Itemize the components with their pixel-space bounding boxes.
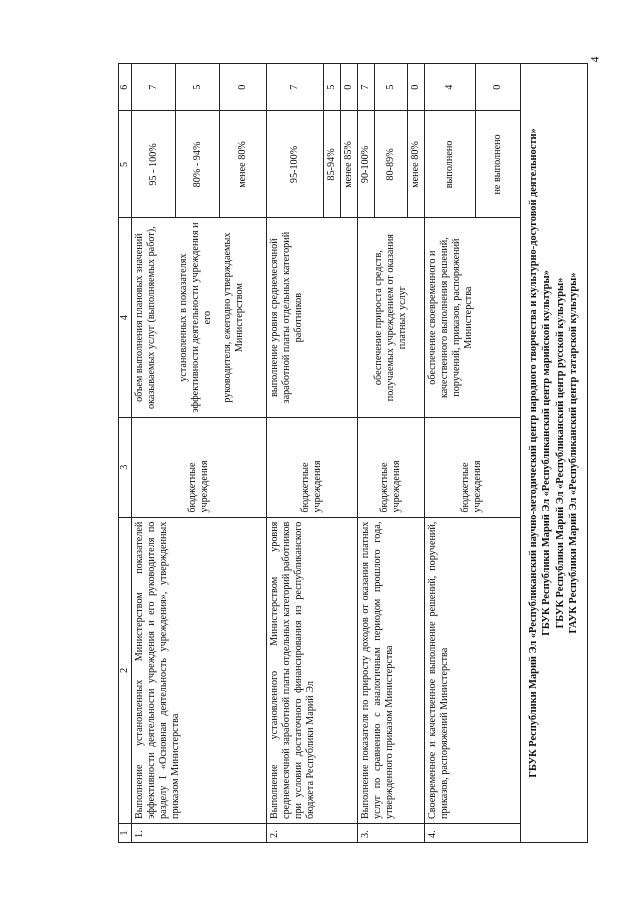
score-value: 5 — [374, 64, 407, 112]
range-value: 85-94% — [323, 111, 340, 218]
institution-name: ГБУК Республики Марий Эл «Республиканский центр марийской культуры» — [541, 270, 553, 636]
range-value: менее 80% — [407, 111, 424, 218]
rotated-document-page — [118, 63, 578, 843]
institution-type: бюджетные учреждения — [357, 417, 424, 517]
header-cell: 2 — [119, 517, 132, 823]
range-value: менее 80% — [220, 111, 267, 218]
page-number: 4 — [587, 56, 602, 63]
indicator-text: выполнение уровня среднемесячной заработной платы отдельных категорий работников — [266, 218, 357, 418]
criteria-table — [118, 63, 588, 843]
score-value: 0 — [475, 64, 520, 112]
indicator-text: обеспечение своевременного и качественного выполнения решений, поручений, приказов, распоряжений Министерства — [424, 218, 520, 418]
header-cell: 3 — [119, 417, 132, 517]
header-cell: 4 — [119, 218, 132, 418]
header-cell: 5 — [119, 111, 132, 218]
indicator-text: объем выполнения плановых значений оказываемых услуг (выполняемых работ), — [131, 218, 176, 418]
row-number: 1. — [131, 824, 266, 843]
institutions-cell — [520, 64, 587, 843]
indicator-text: руководителя, ежегодно утверждаемых Министерством — [220, 218, 267, 418]
indicator-text: обеспечение прироста средств, получаемых учреждением от оказания платных услуг — [357, 218, 424, 418]
score-value: 0 — [340, 64, 357, 112]
header-row — [119, 64, 132, 843]
table-row — [357, 64, 374, 843]
institution-name: ГАУК Республики Марий Эл «Республиканский центр татарской культуры» — [568, 272, 580, 634]
criterion-text: Выполнение установленного Министерством уровня среднемесячной заработной платы отдельных категорий работников при условии достаточного финансирования из республиканского бюджета Республики Марий Эл — [266, 517, 357, 823]
score-value: 7 — [357, 64, 374, 112]
criterion-text: Выполнение установленных Министерством показателей эффективности деятельности учреждения и его руководителя по разделу I «Основная деятельность учреждения», утвержденных приказом Министерства — [131, 517, 266, 823]
score-value: 4 — [424, 64, 475, 112]
score-value: 7 — [266, 64, 323, 112]
institutions-row — [520, 64, 587, 843]
header-cell: 6 — [119, 64, 132, 112]
institution-type: бюджетные учреждения — [131, 417, 266, 517]
row-number: 2. — [266, 824, 357, 843]
institution-type: бюджетные учреждения — [424, 417, 520, 517]
score-value: 5 — [323, 64, 340, 112]
criterion-text: Своевременное и качественное выполнение решений, поручений, приказов, распоряжений Министерства — [424, 517, 520, 823]
criterion-text: Выполнение показателя по приросту доходов от оказания платных услуг по сравнению с аналогичным периодом прошлого года, утвержденного приказом Министерства — [357, 517, 424, 823]
score-value: 0 — [220, 64, 267, 112]
row-number: 4. — [424, 824, 520, 843]
range-value: выполнено — [424, 111, 475, 218]
range-value: 80% - 94% — [176, 111, 220, 218]
row-number: 3. — [357, 824, 424, 843]
range-value: 80-89% — [374, 111, 407, 218]
institution-name: ГБУК Республики Марий Эл «Республиканский центр русской культуры» — [554, 277, 566, 629]
table-row — [424, 64, 475, 843]
institution-type: бюджетные учреждения — [266, 417, 357, 517]
score-value: 5 — [176, 64, 220, 112]
institution-name: ГБУК Республики Марий Эл «Республиканский научно-методический центр народного творчества и культурно-досуговой деятельности» — [527, 128, 539, 778]
range-value: менее 85% — [340, 111, 357, 218]
indicator-text: установленных в показателях эффективности деятельности учреждения и его — [176, 218, 220, 418]
table-row — [131, 64, 176, 843]
range-value: не выполнено — [475, 111, 520, 218]
score-value: 7 — [131, 64, 176, 112]
range-value: 95-100% — [266, 111, 323, 218]
range-value: 95 - 100% — [131, 111, 176, 218]
range-value: 90-100% — [357, 111, 374, 218]
table-row — [266, 64, 323, 843]
header-cell: 1 — [119, 824, 132, 843]
score-value: 0 — [407, 64, 424, 112]
